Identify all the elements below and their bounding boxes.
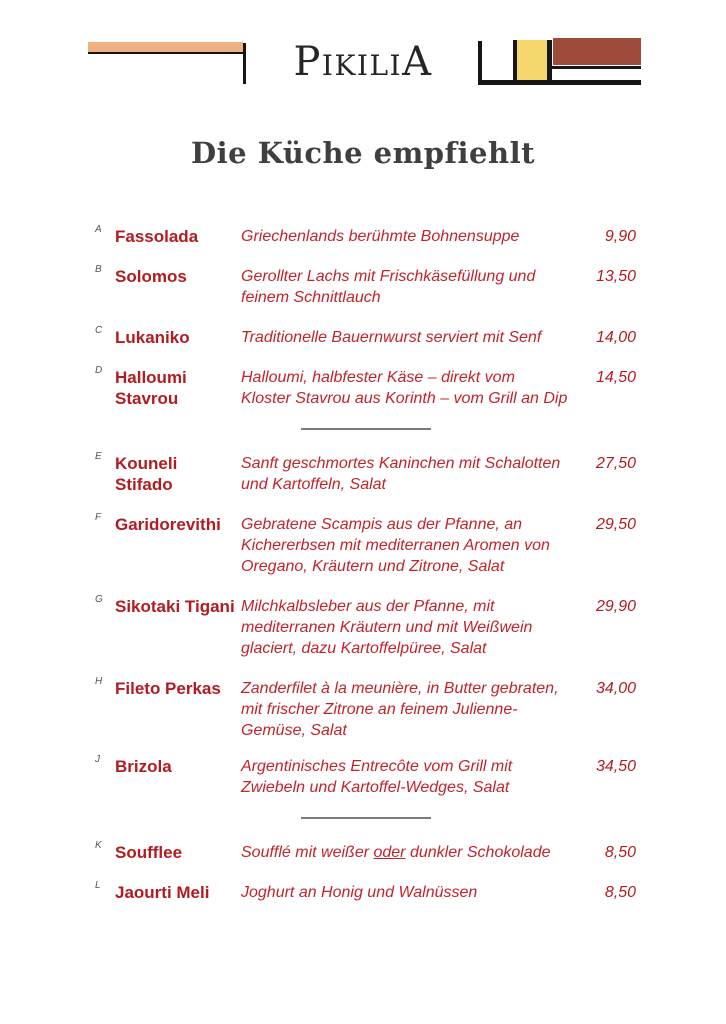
item-description: Argentinisches Entrecôte vom Grill mit Zwiebeln und Kartoffel-Wedges, Salat xyxy=(241,758,513,796)
section-divider xyxy=(301,428,431,430)
menu-item-garidorevithi xyxy=(95,514,636,577)
menu-item-halloumi-stavrou xyxy=(95,367,636,409)
item-name: Fileto Perkas xyxy=(115,679,221,698)
item-letter: B xyxy=(95,264,102,275)
item-name: Garidorevithi xyxy=(115,515,221,534)
item-price: 9,90 xyxy=(604,228,636,245)
item-description xyxy=(241,842,576,863)
item-description-suffix: dunkler Schokolade xyxy=(405,844,551,861)
item-letter: K xyxy=(95,840,102,851)
menu-item-fassolada xyxy=(95,226,636,247)
item-price: 29,90 xyxy=(595,598,636,615)
menu-list xyxy=(95,226,636,922)
item-description-prefix: Soufflé mit weißer xyxy=(241,844,374,861)
item-description: Gebratene Scampis aus der Pfanne, an Kichererbsen mit mediterranen Aromen von Oregano, Kräutern und Zitrone, Salat xyxy=(241,516,550,575)
item-price: 13,50 xyxy=(595,268,636,285)
item-letter: E xyxy=(95,451,102,462)
item-name: Jaourti Meli xyxy=(115,883,210,902)
right-ornament-brown-block xyxy=(553,38,641,65)
right-ornament-bottom-bar xyxy=(478,80,641,85)
item-name: Brizola xyxy=(115,757,172,776)
item-name: Solomos xyxy=(115,267,187,286)
restaurant-logo: PikiliA xyxy=(293,39,433,85)
item-description: Traditionelle Bauernwurst serviert mit Senf xyxy=(241,329,542,346)
item-letter: G xyxy=(95,594,103,605)
item-letter: C xyxy=(95,325,103,336)
page-title: Die Küche empfiehlt xyxy=(190,136,535,170)
item-letter: F xyxy=(95,512,102,523)
item-description: Gerollter Lachs mit Frischkäsefüllung und feinem Schnittlauch xyxy=(241,268,536,306)
item-name: Lukaniko xyxy=(115,328,190,347)
item-description: Griechenlands berühmte Bohnensuppe xyxy=(241,228,520,245)
item-description: Joghurt an Honig und Walnüssen xyxy=(241,884,478,901)
menu-item-kouneli-stifado xyxy=(95,453,636,495)
right-ornament-vertical-line xyxy=(478,41,482,81)
item-letter: L xyxy=(95,880,101,891)
right-ornament-thin-line xyxy=(552,66,641,69)
item-description: Halloumi, halbfester Käse – direkt vom Kloster Stavrou aus Korinth – vom Grill an Dip xyxy=(241,369,568,407)
item-letter: A xyxy=(95,224,102,235)
item-letter: D xyxy=(95,365,103,376)
menu-item-sikotaki-tigani xyxy=(95,596,636,659)
item-description: Sanft geschmortes Kaninchen mit Schalotten und Kartoffeln, Salat xyxy=(241,455,561,493)
menu-item-jaourti-meli xyxy=(95,882,636,903)
item-description: Milchkalbsleber aus der Pfanne, mit mediterranen Kräutern und mit Weißwein glaciert, dazu Kartoffelpüree, Salat xyxy=(241,598,533,657)
item-description-underlined: oder xyxy=(373,844,406,861)
right-ornament-yellow-block xyxy=(513,40,552,82)
menu-item-soufflee xyxy=(95,842,636,863)
item-price: 34,00 xyxy=(595,680,636,697)
item-name: Sikotaki Tigani xyxy=(115,597,235,616)
item-price: 14,00 xyxy=(595,329,636,346)
item-letter: J xyxy=(95,754,100,765)
menu-item-brizola xyxy=(95,756,636,798)
item-description: Zanderfilet à la meunière, in Butter gebraten, mit frischer Zitrone an feinem Julienne-Gemüse, Salat xyxy=(241,680,559,739)
item-name: Soufflee xyxy=(115,843,183,862)
item-name: Fassolada xyxy=(115,227,199,246)
menu-item-solomos xyxy=(95,266,636,308)
item-price: 34,50 xyxy=(595,758,636,775)
item-price: 14,50 xyxy=(595,369,636,386)
item-name: Halloumi Stavrou xyxy=(115,368,187,408)
item-name: Kouneli Stifado xyxy=(115,454,178,494)
section-divider xyxy=(301,817,431,819)
item-price: 8,50 xyxy=(604,844,636,861)
item-letter: H xyxy=(95,676,103,687)
menu-item-lukaniko xyxy=(95,327,636,348)
right-ornament xyxy=(478,38,641,86)
item-price: 29,50 xyxy=(595,516,636,533)
menu-item-fileto-perkas xyxy=(95,678,636,741)
item-price: 27,50 xyxy=(595,455,636,472)
item-price: 8,50 xyxy=(604,884,636,901)
